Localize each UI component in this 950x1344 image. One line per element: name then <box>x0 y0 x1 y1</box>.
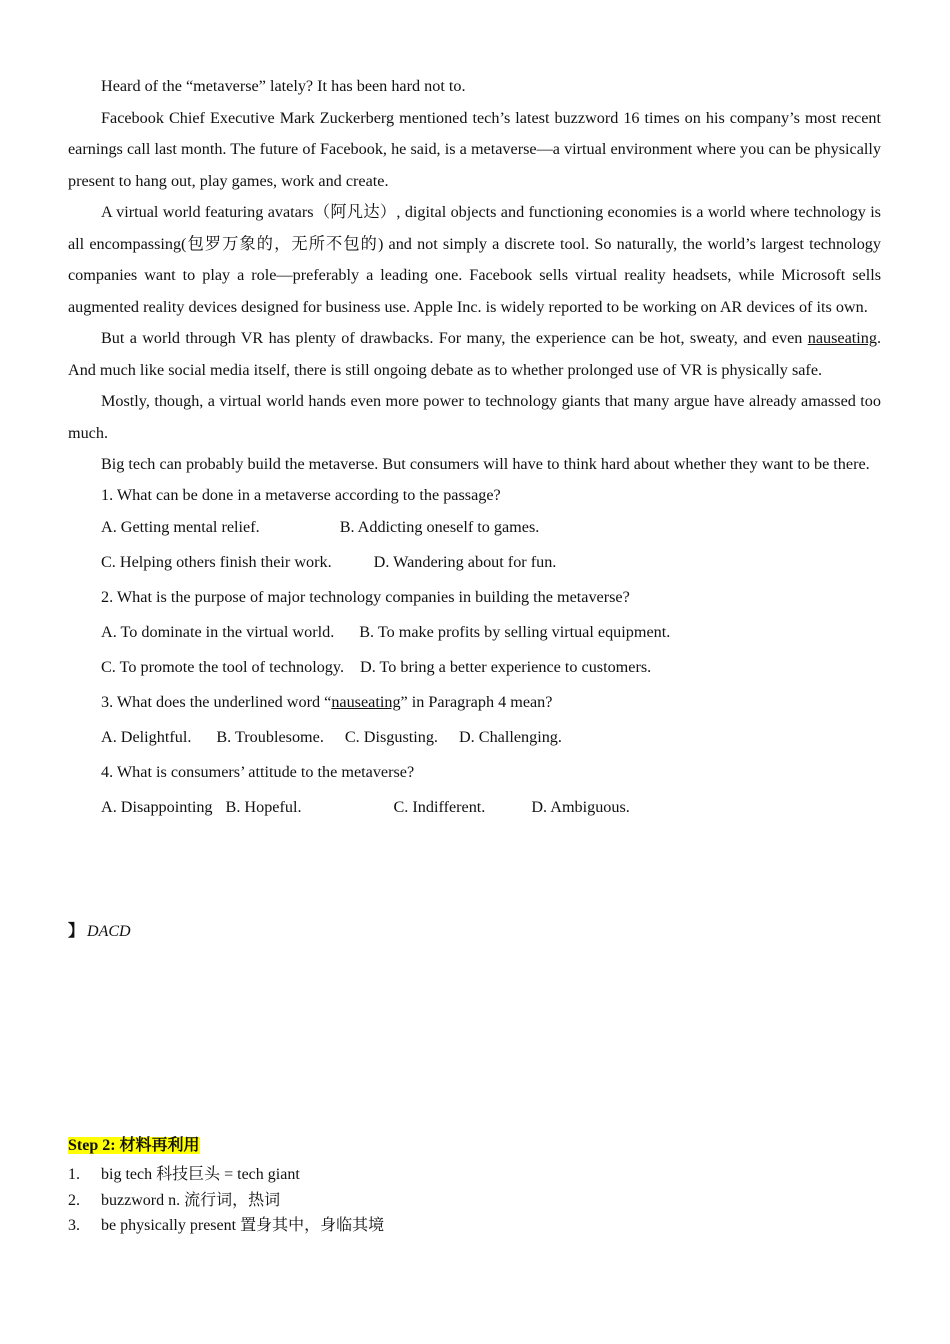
paragraph-1: Heard of the “metaverse” lately? It has been hard not to. <box>101 77 466 95</box>
vocab-item <box>68 1213 384 1239</box>
q4-option-a: A. Disappointing <box>101 797 213 816</box>
question-3-options <box>68 720 881 755</box>
paragraph-5: Mostly, though, a virtual world hands even more power to technology giants that many argue have already amassed too much. <box>68 392 881 442</box>
question-1-options-row-1 <box>68 510 881 545</box>
paragraph-3: A virtual world featuring avatars（阿凡达）, digital objects and functioning economies is a world where technology is all encompassing(包罗万象的，无所不包的) and not simply a discrete tool. So naturally, the world’s largest technology companies want to play a role—preferably a leading one. Facebook sells virtual reality headsets, while Microsoft sells augmented reality devices designed for business use. Apple Inc. is widely reported to be working on AR devices of its own. <box>68 203 881 316</box>
vocab-number: 2. <box>68 1191 80 1209</box>
reading-passage <box>68 71 881 825</box>
q1-option-b: B. Addicting oneself to games. <box>339 517 540 536</box>
question-2-stem: 2. What is the purpose of major technology companies in building the metaverse? <box>101 587 630 606</box>
vocab-text: be physically present 置身其中，身临其境 <box>101 1217 385 1234</box>
vocab-text: big tech 科技巨头 = tech giant <box>101 1166 300 1183</box>
q3-stem-part-1: 3. What does the underlined word “ <box>101 692 332 711</box>
paragraph-4-part-2: . And much like social media itself, there is still ongoing debate as to whether prolonged use of VR is physically safe. <box>68 329 881 379</box>
q2-option-b: B. To make profits by selling virtual equipment. <box>359 622 671 641</box>
question-3-stem <box>68 685 881 720</box>
step-2-heading <box>68 1132 200 1155</box>
q2-option-c: C. To promote the tool of technology. <box>101 657 344 676</box>
q4-option-b: B. Hopeful. <box>225 797 302 816</box>
q1-option-c: C. Helping others finish their work. <box>101 552 332 571</box>
vocab-list <box>68 1162 384 1239</box>
answer-bracket: 】 <box>68 923 85 940</box>
vocab-number: 3. <box>68 1217 80 1234</box>
vocab-item <box>68 1188 384 1214</box>
answer-key <box>68 918 131 941</box>
step-2-title: Step 2: 材料再利用 <box>68 1137 200 1154</box>
q2-option-a: A. To dominate in the virtual world. <box>101 622 335 641</box>
q1-option-d: D. Wandering about for fun. <box>373 552 557 571</box>
q3-option-c: C. Disgusting. <box>344 727 438 746</box>
question-1-stem: 1. What can be done in a metaverse according to the passage? <box>101 485 501 504</box>
q3-option-d: D. Challenging. <box>458 727 562 746</box>
question-2-options-row-2 <box>68 650 881 685</box>
paragraph-6: Big tech can probably build the metaverse. But consumers will have to think hard about whether they want to be there. <box>101 455 870 473</box>
vocab-text: buzzword n. 流行词，热词 <box>101 1191 281 1209</box>
question-4-stem: 4. What is consumers’ attitude to the metaverse? <box>101 762 415 781</box>
q3-stem-part-2: ” in Paragraph 4 mean? <box>400 692 553 711</box>
vocab-item <box>68 1162 384 1188</box>
q3-option-b: B. Troublesome. <box>216 727 324 746</box>
underlined-word: nauseating <box>807 329 877 347</box>
paragraph-4-part-1: But a world through VR has plenty of drawbacks. For many, the experience can be hot, sweaty, and even <box>101 329 808 347</box>
q4-option-c: C. Indifferent. <box>393 797 486 816</box>
question-4-options <box>68 790 881 825</box>
answer-text: DACD <box>87 923 131 940</box>
question-1-options-row-2 <box>68 545 881 580</box>
question-2-options-row-1 <box>68 615 881 650</box>
q3-underlined-word: nauseating <box>331 692 401 711</box>
q3-option-a: A. Delightful. <box>101 727 192 746</box>
vocab-number: 1. <box>68 1166 80 1183</box>
q1-option-a: A. Getting mental relief. <box>101 517 260 536</box>
paragraph-2: Facebook Chief Executive Mark Zuckerberg mentioned tech’s latest buzzword 16 times on his company’s most recent earnings call last month. The future of Facebook, he said, is a metaverse—a virtual environment where you can be physically present to hang out, play games, work and create. <box>68 108 881 190</box>
q4-option-d: D. Ambiguous. <box>531 797 630 816</box>
q2-option-d: D. To bring a better experience to customers. <box>360 657 652 676</box>
paragraph-4 <box>68 323 881 386</box>
